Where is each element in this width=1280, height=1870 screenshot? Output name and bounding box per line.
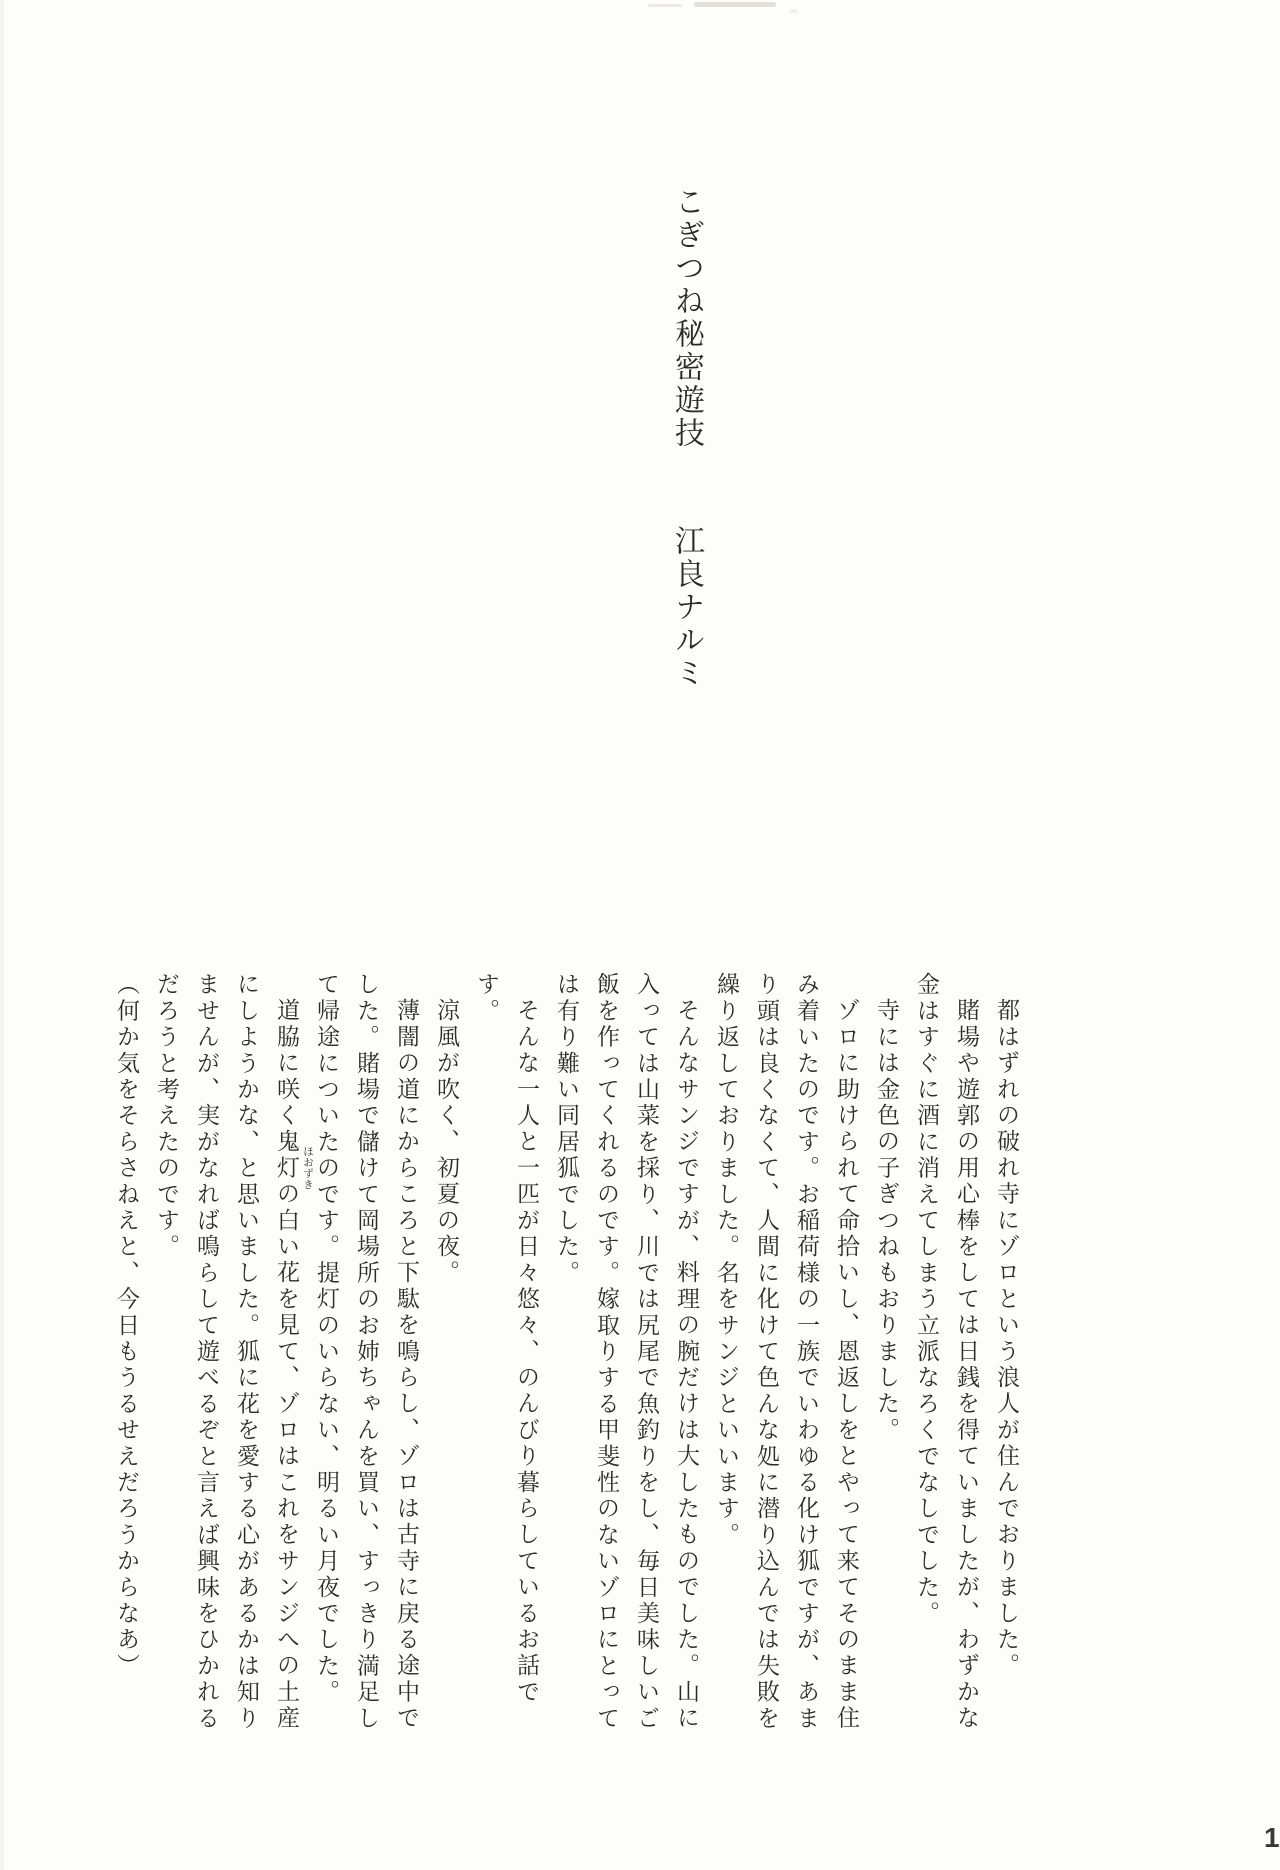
scan-artifact (694, 2, 776, 7)
text-column: て帰途についたのです。提灯のいらない、明るい月夜でした。 (314, 972, 339, 1706)
furigana: ほおずき (302, 1146, 313, 1191)
text-column: 薄闇の道にからころと下駄を鳴らし、ゾロは古寺に戻る途中で (394, 998, 419, 1732)
scan-edge-shadow (0, 0, 4, 1870)
text-column: そんなサンジですが、料理の腕だけは大したものでした。山に (674, 998, 699, 1732)
page-number: 1 (1264, 1822, 1280, 1853)
text-column: （何か気をそらさねえと、今日もうるせえだろうからなあ） (114, 972, 139, 1680)
text-column: み着いたのです。お稲荷様の一族でいわゆる化け狐ですが、あま (794, 972, 819, 1732)
text-column: 賭場や遊郭の用心棒をしては日銭を得ていましたが、わずかな (954, 998, 979, 1732)
text-column: ゾロに助けられて命拾いし、恩返しをとやって来てそのまま住 (834, 998, 859, 1732)
text-column: り頭は良くなくて、人間に化けて色んな処に潜り込んでは失敗を (754, 972, 779, 1732)
scan-artifact (790, 9, 797, 13)
text-column: 繰り返しておりました。名をサンジといいます。 (714, 972, 739, 1549)
text-column: にしようかな、と思いました。狐に花を愛する心があるかは知り (234, 972, 259, 1732)
text-column: そんな一人と一匹が日々悠々、のんびり暮らしているお話です。 (474, 972, 539, 1706)
text-column: 入っては山菜を採り、川では尻尾で魚釣りをし、毎日美味しいご (634, 972, 659, 1732)
ruby-base: 鬼灯 ほおずき (274, 1129, 299, 1181)
page-title: こぎつね秘密遊技 (670, 186, 703, 450)
text-column: だろうと考えたのです。 (154, 972, 179, 1261)
text-column: 金はすぐに酒に消えてしまう立派なろくでなしでした。 (914, 972, 939, 1627)
body-text (106, 972, 1026, 1740)
text-column: 寺には金色の子ぎつねもおりました。 (874, 998, 899, 1444)
text-column: 涼風が吹く、初夏の夜。 (434, 998, 459, 1287)
author-name: 江良ナルミ (670, 524, 703, 690)
text-column: 都はずれの破れ寺にゾロという浪人が住んでおりました。 (994, 998, 1019, 1680)
text-column: した。賭場で儲けて岡場所のお姉ちゃんを買い、すっきり満足し (354, 972, 379, 1732)
text-column: は有り難い同居狐でした。 (554, 972, 579, 1287)
title-block (666, 186, 706, 1086)
text-column: 道脇に咲く鬼灯 ほおずき の白い花を見て、ゾロはこれをサンジへの土産 (274, 998, 313, 1732)
text-column: 飯を作ってくれるのです。嫁取りする甲斐性のないゾロにとって (594, 972, 619, 1732)
scan-artifact (648, 4, 682, 7)
text-column: ませんが、実がなれば鳴らして遊べるぞと言えば興味をひかれる (194, 972, 219, 1732)
column-break (466, 972, 506, 1740)
